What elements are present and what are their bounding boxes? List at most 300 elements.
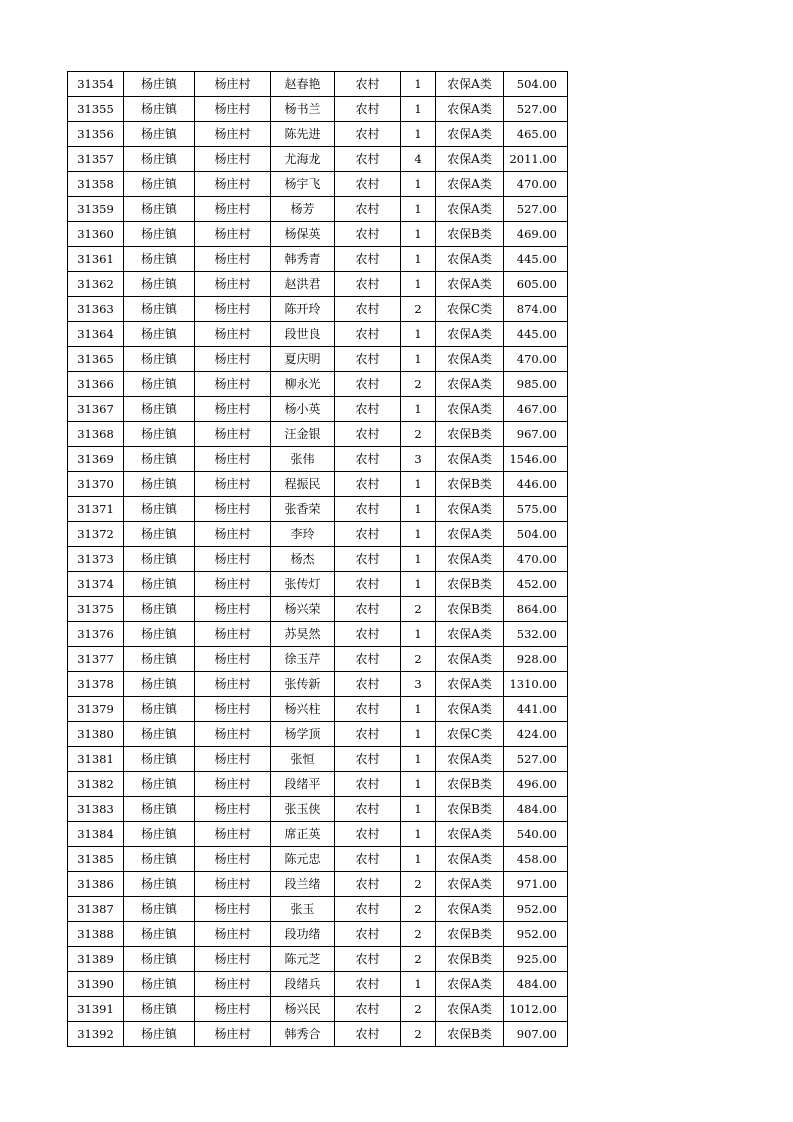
village-cell: 杨庄村 [195, 272, 271, 297]
table-row [68, 722, 568, 747]
record-id-cell: 31390 [68, 972, 124, 997]
person-name-cell: 赵春艳 [271, 72, 335, 97]
household-type-cell: 农村 [335, 922, 401, 947]
member-count-cell: 1 [401, 572, 436, 597]
record-id-cell: 31366 [68, 372, 124, 397]
household-type-cell: 农村 [335, 822, 401, 847]
table-row [68, 122, 568, 147]
table-row [68, 372, 568, 397]
amount-cell: 928.00 [504, 647, 568, 672]
record-id-cell: 31359 [68, 197, 124, 222]
table-row [68, 797, 568, 822]
member-count-cell: 3 [401, 672, 436, 697]
town-cell: 杨庄镇 [124, 747, 195, 772]
table-row [68, 747, 568, 772]
record-id-cell: 31378 [68, 672, 124, 697]
table-row [68, 622, 568, 647]
member-count-cell: 2 [401, 297, 436, 322]
amount-cell: 967.00 [504, 422, 568, 447]
record-id-cell: 31365 [68, 347, 124, 372]
amount-cell: 484.00 [504, 797, 568, 822]
record-id-cell: 31370 [68, 472, 124, 497]
insurance-category-cell: 农保A类 [436, 522, 504, 547]
person-name-cell: 陈元忠 [271, 847, 335, 872]
insurance-category-cell: 农保A类 [436, 847, 504, 872]
amount-cell: 424.00 [504, 722, 568, 747]
amount-cell: 527.00 [504, 747, 568, 772]
member-count-cell: 1 [401, 197, 436, 222]
amount-cell: 458.00 [504, 847, 568, 872]
table-row [68, 822, 568, 847]
insurance-category-cell: 农保A类 [436, 172, 504, 197]
table-row [68, 322, 568, 347]
town-cell: 杨庄镇 [124, 372, 195, 397]
table-row [68, 447, 568, 472]
record-id-cell: 31362 [68, 272, 124, 297]
table-row [68, 1022, 568, 1047]
insurance-category-cell: 农保B类 [436, 422, 504, 447]
town-cell: 杨庄镇 [124, 697, 195, 722]
record-id-cell: 31384 [68, 822, 124, 847]
person-name-cell: 程振民 [271, 472, 335, 497]
village-cell: 杨庄村 [195, 172, 271, 197]
record-id-cell: 31369 [68, 447, 124, 472]
insurance-category-cell: 农保C类 [436, 297, 504, 322]
person-name-cell: 席正英 [271, 822, 335, 847]
town-cell: 杨庄镇 [124, 1022, 195, 1047]
insurance-category-cell: 农保A类 [436, 872, 504, 897]
insurance-category-cell: 农保A类 [436, 72, 504, 97]
member-count-cell: 1 [401, 697, 436, 722]
village-cell: 杨庄村 [195, 697, 271, 722]
member-count-cell: 1 [401, 397, 436, 422]
person-name-cell: 李玲 [271, 522, 335, 547]
table-row [68, 922, 568, 947]
record-id-cell: 31383 [68, 797, 124, 822]
record-id-cell: 31364 [68, 322, 124, 347]
record-id-cell: 31381 [68, 747, 124, 772]
record-id-cell: 31382 [68, 772, 124, 797]
village-cell: 杨庄村 [195, 672, 271, 697]
amount-cell: 952.00 [504, 897, 568, 922]
town-cell: 杨庄镇 [124, 572, 195, 597]
town-cell: 杨庄镇 [124, 272, 195, 297]
person-name-cell: 段世良 [271, 322, 335, 347]
table-row [68, 347, 568, 372]
member-count-cell: 1 [401, 522, 436, 547]
table-row [68, 547, 568, 572]
person-name-cell: 杨兴民 [271, 997, 335, 1022]
household-type-cell: 农村 [335, 247, 401, 272]
member-count-cell: 1 [401, 772, 436, 797]
record-id-cell: 31363 [68, 297, 124, 322]
village-cell: 杨庄村 [195, 822, 271, 847]
village-cell: 杨庄村 [195, 922, 271, 947]
table-row [68, 247, 568, 272]
person-name-cell: 张玉 [271, 897, 335, 922]
insurance-category-cell: 农保A类 [436, 97, 504, 122]
member-count-cell: 2 [401, 947, 436, 972]
village-cell: 杨庄村 [195, 772, 271, 797]
table-row [68, 97, 568, 122]
town-cell: 杨庄镇 [124, 947, 195, 972]
amount-cell: 504.00 [504, 72, 568, 97]
table-row [68, 472, 568, 497]
amount-cell: 496.00 [504, 772, 568, 797]
village-cell: 杨庄村 [195, 497, 271, 522]
town-cell: 杨庄镇 [124, 122, 195, 147]
table-row [68, 297, 568, 322]
person-name-cell: 张传新 [271, 672, 335, 697]
amount-cell: 540.00 [504, 822, 568, 847]
person-name-cell: 杨兴荣 [271, 597, 335, 622]
member-count-cell: 1 [401, 547, 436, 572]
member-count-cell: 3 [401, 447, 436, 472]
household-type-cell: 农村 [335, 847, 401, 872]
town-cell: 杨庄镇 [124, 72, 195, 97]
table-row [68, 147, 568, 172]
amount-cell: 484.00 [504, 972, 568, 997]
village-cell: 杨庄村 [195, 397, 271, 422]
household-type-cell: 农村 [335, 947, 401, 972]
amount-cell: 907.00 [504, 1022, 568, 1047]
amount-cell: 532.00 [504, 622, 568, 647]
amount-cell: 470.00 [504, 547, 568, 572]
village-cell: 杨庄村 [195, 347, 271, 372]
table-row [68, 647, 568, 672]
town-cell: 杨庄镇 [124, 472, 195, 497]
person-name-cell: 杨书兰 [271, 97, 335, 122]
insurance-category-cell: 农保A类 [436, 822, 504, 847]
member-count-cell: 1 [401, 497, 436, 522]
record-id-cell: 31385 [68, 847, 124, 872]
village-cell: 杨庄村 [195, 372, 271, 397]
amount-cell: 575.00 [504, 497, 568, 522]
table-row [68, 222, 568, 247]
household-type-cell: 农村 [335, 522, 401, 547]
town-cell: 杨庄镇 [124, 922, 195, 947]
village-cell: 杨庄村 [195, 622, 271, 647]
village-cell: 杨庄村 [195, 322, 271, 347]
town-cell: 杨庄镇 [124, 147, 195, 172]
insurance-category-cell: 农保B类 [436, 597, 504, 622]
record-id-cell: 31380 [68, 722, 124, 747]
table-row [68, 422, 568, 447]
person-name-cell: 杨杰 [271, 547, 335, 572]
amount-cell: 985.00 [504, 372, 568, 397]
household-type-cell: 农村 [335, 97, 401, 122]
household-type-cell: 农村 [335, 272, 401, 297]
town-cell: 杨庄镇 [124, 547, 195, 572]
person-name-cell: 杨小英 [271, 397, 335, 422]
member-count-cell: 2 [401, 922, 436, 947]
village-cell: 杨庄村 [195, 872, 271, 897]
amount-cell: 527.00 [504, 197, 568, 222]
table-row [68, 397, 568, 422]
town-cell: 杨庄镇 [124, 647, 195, 672]
town-cell: 杨庄镇 [124, 597, 195, 622]
household-type-cell: 农村 [335, 147, 401, 172]
village-cell: 杨庄村 [195, 1022, 271, 1047]
town-cell: 杨庄镇 [124, 172, 195, 197]
household-type-cell: 农村 [335, 422, 401, 447]
village-cell: 杨庄村 [195, 972, 271, 997]
record-id-cell: 31387 [68, 897, 124, 922]
member-count-cell: 1 [401, 722, 436, 747]
person-name-cell: 韩秀青 [271, 247, 335, 272]
table-row [68, 272, 568, 297]
member-count-cell: 1 [401, 822, 436, 847]
village-cell: 杨庄村 [195, 297, 271, 322]
person-name-cell: 柳永光 [271, 372, 335, 397]
town-cell: 杨庄镇 [124, 847, 195, 872]
household-type-cell: 农村 [335, 72, 401, 97]
record-id-cell: 31379 [68, 697, 124, 722]
member-count-cell: 2 [401, 422, 436, 447]
amount-cell: 1012.00 [504, 997, 568, 1022]
table-row [68, 522, 568, 547]
amount-cell: 467.00 [504, 397, 568, 422]
amount-cell: 469.00 [504, 222, 568, 247]
insurance-category-cell: 农保A类 [436, 322, 504, 347]
record-id-cell: 31386 [68, 872, 124, 897]
insurance-category-cell: 农保A类 [436, 397, 504, 422]
member-count-cell: 1 [401, 322, 436, 347]
town-cell: 杨庄镇 [124, 522, 195, 547]
household-type-cell: 农村 [335, 647, 401, 672]
village-cell: 杨庄村 [195, 422, 271, 447]
household-type-cell: 农村 [335, 972, 401, 997]
amount-cell: 864.00 [504, 597, 568, 622]
village-cell: 杨庄村 [195, 147, 271, 172]
insurance-category-cell: 农保B类 [436, 947, 504, 972]
table-row [68, 597, 568, 622]
village-cell: 杨庄村 [195, 447, 271, 472]
insurance-category-cell: 农保B类 [436, 572, 504, 597]
town-cell: 杨庄镇 [124, 972, 195, 997]
village-cell: 杨庄村 [195, 197, 271, 222]
person-name-cell: 杨兴柱 [271, 697, 335, 722]
person-name-cell: 尤海龙 [271, 147, 335, 172]
household-type-cell: 农村 [335, 1022, 401, 1047]
insurance-category-cell: 农保A类 [436, 447, 504, 472]
member-count-cell: 2 [401, 872, 436, 897]
amount-cell: 952.00 [504, 922, 568, 947]
amount-cell: 446.00 [504, 472, 568, 497]
record-id-cell: 31388 [68, 922, 124, 947]
insurance-category-cell: 农保A类 [436, 497, 504, 522]
person-name-cell: 张玉侠 [271, 797, 335, 822]
person-name-cell: 段兰绪 [271, 872, 335, 897]
town-cell: 杨庄镇 [124, 397, 195, 422]
record-id-cell: 31375 [68, 597, 124, 622]
town-cell: 杨庄镇 [124, 322, 195, 347]
person-name-cell: 苏昊然 [271, 622, 335, 647]
village-cell: 杨庄村 [195, 572, 271, 597]
member-count-cell: 1 [401, 72, 436, 97]
member-count-cell: 1 [401, 747, 436, 772]
town-cell: 杨庄镇 [124, 722, 195, 747]
amount-cell: 1310.00 [504, 672, 568, 697]
table-row [68, 572, 568, 597]
household-type-cell: 农村 [335, 122, 401, 147]
town-cell: 杨庄镇 [124, 897, 195, 922]
household-type-cell: 农村 [335, 397, 401, 422]
household-type-cell: 农村 [335, 447, 401, 472]
member-count-cell: 2 [401, 997, 436, 1022]
person-name-cell: 张恒 [271, 747, 335, 772]
household-type-cell: 农村 [335, 297, 401, 322]
table-row [68, 947, 568, 972]
member-count-cell: 2 [401, 647, 436, 672]
record-id-cell: 31367 [68, 397, 124, 422]
member-count-cell: 1 [401, 847, 436, 872]
record-id-cell: 31376 [68, 622, 124, 647]
village-cell: 杨庄村 [195, 222, 271, 247]
town-cell: 杨庄镇 [124, 447, 195, 472]
amount-cell: 971.00 [504, 872, 568, 897]
member-count-cell: 1 [401, 347, 436, 372]
amount-cell: 605.00 [504, 272, 568, 297]
town-cell: 杨庄镇 [124, 422, 195, 447]
amount-cell: 465.00 [504, 122, 568, 147]
household-type-cell: 农村 [335, 547, 401, 572]
insurance-category-cell: 农保A类 [436, 997, 504, 1022]
person-name-cell: 段绪兵 [271, 972, 335, 997]
person-name-cell: 张传灯 [271, 572, 335, 597]
person-name-cell: 汪金银 [271, 422, 335, 447]
person-name-cell: 杨芳 [271, 197, 335, 222]
insurance-category-cell: 农保A类 [436, 247, 504, 272]
insurance-category-cell: 农保A类 [436, 147, 504, 172]
insurance-category-cell: 农保B类 [436, 1022, 504, 1047]
member-count-cell: 2 [401, 897, 436, 922]
table-row [68, 897, 568, 922]
record-id-cell: 31358 [68, 172, 124, 197]
member-count-cell: 1 [401, 972, 436, 997]
person-name-cell: 段功绪 [271, 922, 335, 947]
table-row [68, 872, 568, 897]
village-cell: 杨庄村 [195, 847, 271, 872]
household-type-cell: 农村 [335, 747, 401, 772]
amount-cell: 452.00 [504, 572, 568, 597]
record-id-cell: 31357 [68, 147, 124, 172]
amount-cell: 441.00 [504, 697, 568, 722]
village-cell: 杨庄村 [195, 547, 271, 572]
insurance-category-cell: 农保B类 [436, 472, 504, 497]
record-id-cell: 31360 [68, 222, 124, 247]
records-table [67, 71, 568, 1047]
person-name-cell: 张香荣 [271, 497, 335, 522]
insurance-category-cell: 农保A类 [436, 972, 504, 997]
insurance-category-cell: 农保A类 [436, 647, 504, 672]
record-id-cell: 31372 [68, 522, 124, 547]
person-name-cell: 段绪平 [271, 772, 335, 797]
town-cell: 杨庄镇 [124, 672, 195, 697]
insurance-category-cell: 农保A类 [436, 622, 504, 647]
insurance-category-cell: 农保A类 [436, 697, 504, 722]
person-name-cell: 杨保英 [271, 222, 335, 247]
town-cell: 杨庄镇 [124, 872, 195, 897]
household-type-cell: 农村 [335, 222, 401, 247]
village-cell: 杨庄村 [195, 247, 271, 272]
village-cell: 杨庄村 [195, 647, 271, 672]
village-cell: 杨庄村 [195, 947, 271, 972]
insurance-category-cell: 农保B类 [436, 222, 504, 247]
household-type-cell: 农村 [335, 722, 401, 747]
insurance-category-cell: 农保A类 [436, 347, 504, 372]
town-cell: 杨庄镇 [124, 797, 195, 822]
amount-cell: 470.00 [504, 172, 568, 197]
household-type-cell: 农村 [335, 572, 401, 597]
member-count-cell: 1 [401, 272, 436, 297]
record-id-cell: 31355 [68, 97, 124, 122]
table-row [68, 772, 568, 797]
town-cell: 杨庄镇 [124, 197, 195, 222]
member-count-cell: 1 [401, 622, 436, 647]
town-cell: 杨庄镇 [124, 997, 195, 1022]
table-row [68, 997, 568, 1022]
household-type-cell: 农村 [335, 197, 401, 222]
member-count-cell: 2 [401, 1022, 436, 1047]
village-cell: 杨庄村 [195, 597, 271, 622]
household-type-cell: 农村 [335, 672, 401, 697]
table-row [68, 847, 568, 872]
person-name-cell: 杨学顶 [271, 722, 335, 747]
village-cell: 杨庄村 [195, 797, 271, 822]
village-cell: 杨庄村 [195, 472, 271, 497]
household-type-cell: 农村 [335, 347, 401, 372]
amount-cell: 504.00 [504, 522, 568, 547]
village-cell: 杨庄村 [195, 997, 271, 1022]
person-name-cell: 陈先进 [271, 122, 335, 147]
table-row [68, 672, 568, 697]
table-row [68, 197, 568, 222]
insurance-category-cell: 农保C类 [436, 722, 504, 747]
household-type-cell: 农村 [335, 372, 401, 397]
town-cell: 杨庄镇 [124, 772, 195, 797]
member-count-cell: 1 [401, 172, 436, 197]
household-type-cell: 农村 [335, 897, 401, 922]
insurance-category-cell: 农保A类 [436, 372, 504, 397]
village-cell: 杨庄村 [195, 522, 271, 547]
member-count-cell: 1 [401, 472, 436, 497]
town-cell: 杨庄镇 [124, 297, 195, 322]
record-id-cell: 31391 [68, 997, 124, 1022]
record-id-cell: 31371 [68, 497, 124, 522]
member-count-cell: 1 [401, 797, 436, 822]
village-cell: 杨庄村 [195, 722, 271, 747]
household-type-cell: 农村 [335, 697, 401, 722]
household-type-cell: 农村 [335, 472, 401, 497]
record-id-cell: 31373 [68, 547, 124, 572]
household-type-cell: 农村 [335, 872, 401, 897]
record-id-cell: 31368 [68, 422, 124, 447]
person-name-cell: 韩秀合 [271, 1022, 335, 1047]
records-table-body [68, 72, 568, 1047]
town-cell: 杨庄镇 [124, 347, 195, 372]
village-cell: 杨庄村 [195, 72, 271, 97]
insurance-category-cell: 农保A类 [436, 897, 504, 922]
person-name-cell: 赵洪君 [271, 272, 335, 297]
household-type-cell: 农村 [335, 622, 401, 647]
record-id-cell: 31377 [68, 647, 124, 672]
person-name-cell: 夏庆明 [271, 347, 335, 372]
insurance-category-cell: 农保A类 [436, 197, 504, 222]
table-row [68, 72, 568, 97]
town-cell: 杨庄镇 [124, 497, 195, 522]
member-count-cell: 1 [401, 222, 436, 247]
